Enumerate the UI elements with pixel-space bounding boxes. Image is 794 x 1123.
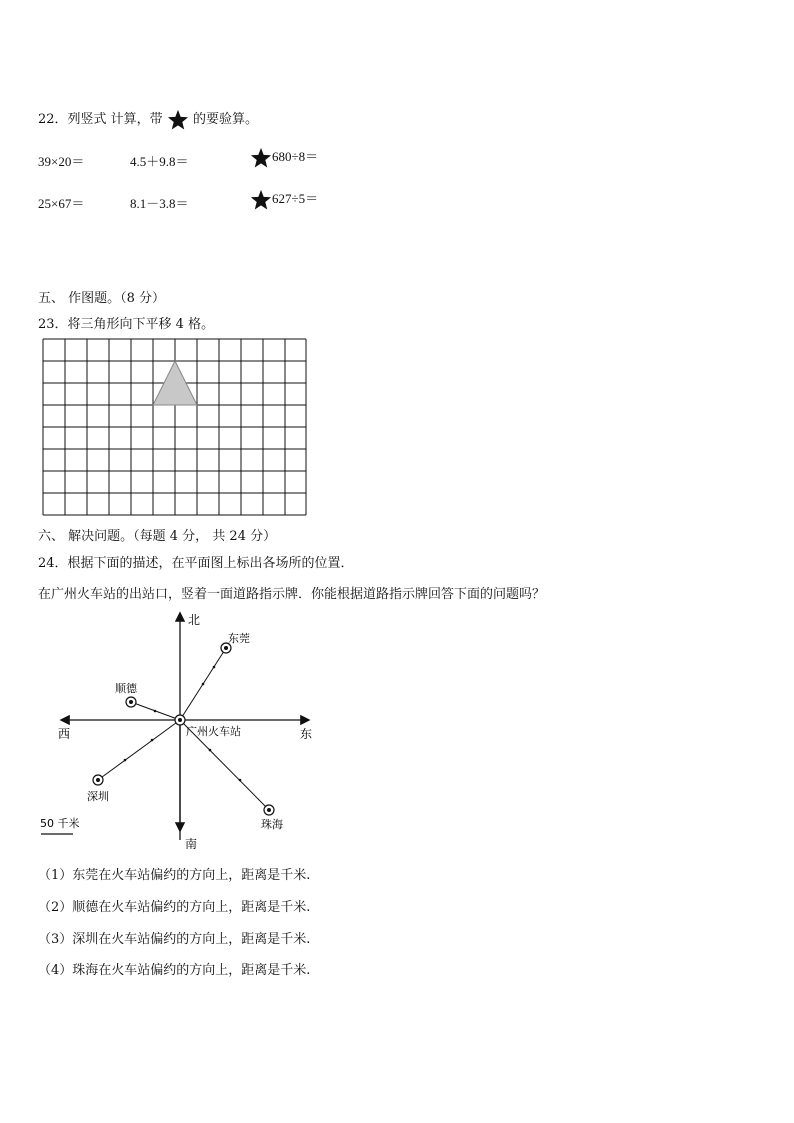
calc-text: 627÷5＝	[272, 191, 319, 206]
label-east: 东	[300, 727, 313, 741]
q24-sub-3: （3）深圳在火车站偏约的方向上，距离是千米.	[38, 932, 311, 947]
q24-sub-1: （1）东莞在火车站偏约的方向上，距离是千米.	[38, 868, 311, 883]
direction-map	[0, 600, 360, 860]
star-icon	[167, 109, 189, 131]
route-shenzhen	[98, 720, 180, 780]
calc-item: 4.5＋9.8＝	[130, 154, 189, 169]
q23-grid	[42, 338, 308, 522]
scale-label: 50 千米	[40, 817, 80, 830]
label-zhuhai: 珠海	[261, 818, 283, 831]
section6-heading: 六、 解决问题。（每题 4 分， 共 24 分）	[38, 529, 277, 544]
calc-item: 39×20＝	[38, 154, 85, 169]
label-center: 广州火车站	[186, 725, 241, 738]
label-shunde: 顺德	[115, 682, 137, 695]
q24-title: 24．根据下面的描述，在平面图上标出各场所的位置．	[38, 556, 354, 571]
calc-text: 680÷8＝	[272, 149, 319, 164]
label-shenzhen: 深圳	[87, 790, 109, 803]
q22-title-before: 22．列竖式 计算，带	[38, 112, 163, 127]
shenzhen-marker	[93, 775, 103, 785]
shunde-marker	[126, 697, 136, 707]
calc-item-starred	[250, 146, 318, 169]
q24-intro: 在广州火车站的出站口，竖着一面道路指示牌．你能根据道路指示牌回答下面的问题吗？	[38, 587, 546, 602]
q24-sub-2: （2）顺德在火车站偏约的方向上，距离是千米.	[38, 900, 311, 915]
label-west: 西	[58, 727, 71, 741]
q22-title	[38, 108, 258, 131]
q24-sub-4: （4）珠海在火车站偏约的方向上，距离是千米.	[38, 963, 311, 978]
calc-item-starred	[250, 188, 318, 211]
star-icon	[250, 147, 272, 169]
calc-item: 8.1－3.8＝	[130, 196, 189, 211]
label-dongguan: 东莞	[228, 632, 250, 645]
zhuhai-marker	[264, 805, 274, 815]
label-north: 北	[188, 613, 201, 627]
center-marker	[175, 715, 185, 725]
q22-title-after: 的要验算。	[192, 112, 258, 127]
calc-item: 25×67＝	[38, 196, 85, 211]
star-icon	[250, 189, 272, 211]
label-south: 南	[185, 837, 198, 851]
q23-title: 23．将三角形向下平移 4 格。	[38, 317, 215, 332]
section5-heading: 五、 作图题。（8 分）	[38, 291, 166, 306]
